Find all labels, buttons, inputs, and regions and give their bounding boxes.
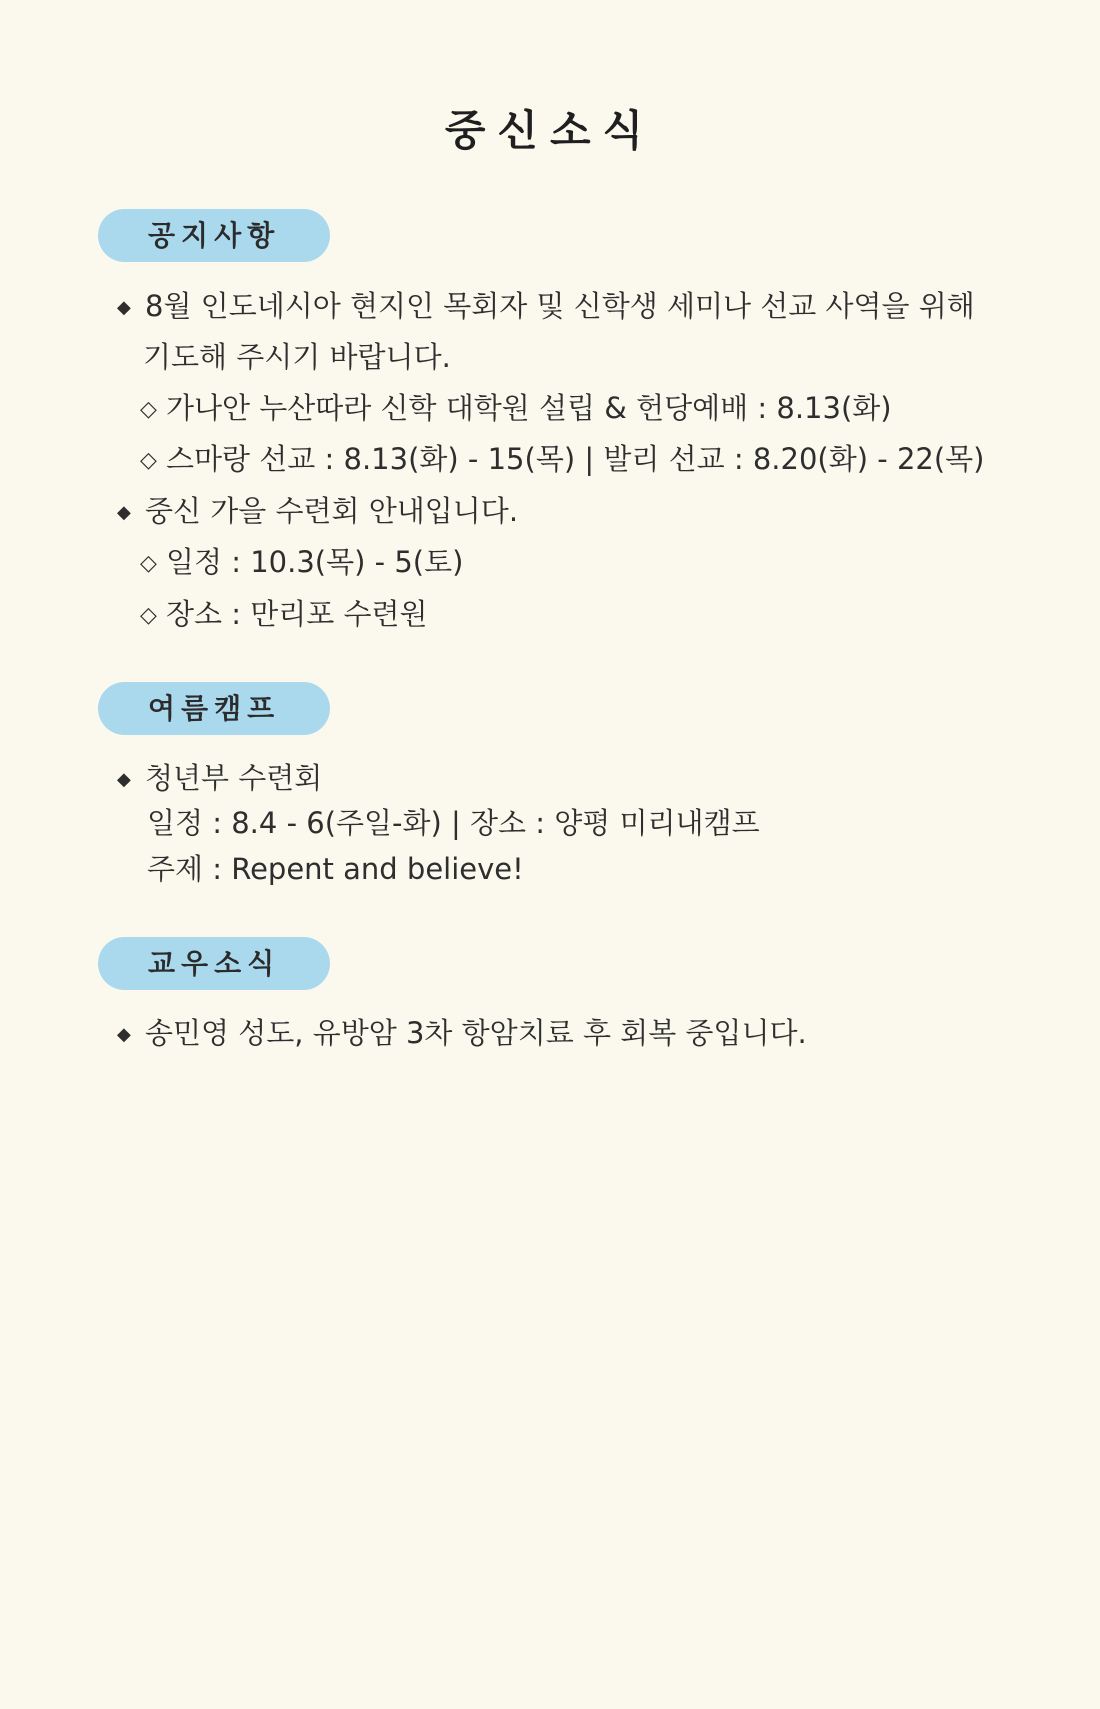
list-item	[140, 439, 985, 481]
list-item	[117, 491, 518, 533]
list-item	[143, 337, 451, 377]
list-item	[140, 594, 428, 636]
bullet-icon: ◆	[117, 1024, 131, 1045]
list-item	[117, 1013, 807, 1055]
item-text: 기도해 주시기 바랍니다.	[143, 340, 451, 374]
item-text: 일정 : 10.3(목) - 5(토)	[166, 545, 464, 579]
section-label-notices: 공지사항	[98, 209, 330, 262]
list-item	[147, 803, 760, 843]
list-item	[147, 849, 524, 889]
item-text: 8월 인도네시아 현지인 목회자 및 신학생 세미나 선교 사역을 위해	[145, 289, 975, 323]
bullet-icon: ◆	[117, 769, 131, 790]
section-label-member-news: 교우소식	[98, 937, 330, 990]
item-text: 송민영 성도, 유방암 3차 항암치료 후 회복 중입니다.	[145, 1016, 807, 1050]
sub-bullet-icon: ◇	[140, 448, 157, 473]
bullet-icon: ◆	[117, 502, 131, 523]
list-item	[140, 388, 892, 430]
item-text: 가나안 누산따라 신학 대학원 설립 & 헌당예배 : 8.13(화)	[166, 391, 892, 425]
sub-bullet-icon: ◇	[140, 551, 157, 576]
item-text: 청년부 수련회	[145, 761, 323, 795]
item-text: 중신 가을 수련회 안내입니다.	[145, 494, 519, 528]
item-text: 일정 : 8.4 - 6(주일-화) | 장소 : 양평 미리내캠프	[147, 806, 760, 840]
item-text: 장소 : 만리포 수련원	[166, 597, 428, 631]
bullet-icon: ◆	[117, 297, 131, 318]
sub-bullet-icon: ◇	[140, 397, 157, 422]
item-text: 주제 : Repent and believe!	[147, 852, 524, 886]
list-item	[117, 758, 322, 800]
list-item	[140, 542, 463, 584]
item-text: 스마랑 선교 : 8.13(화) - 15(목) | 발리 선교 : 8.20(화) - 22(목)	[166, 442, 985, 476]
list-item	[117, 286, 975, 328]
sub-bullet-icon: ◇	[140, 603, 157, 628]
page-title: 중신소식	[444, 106, 656, 155]
section-label-summer-camp: 여름캠프	[98, 682, 330, 735]
